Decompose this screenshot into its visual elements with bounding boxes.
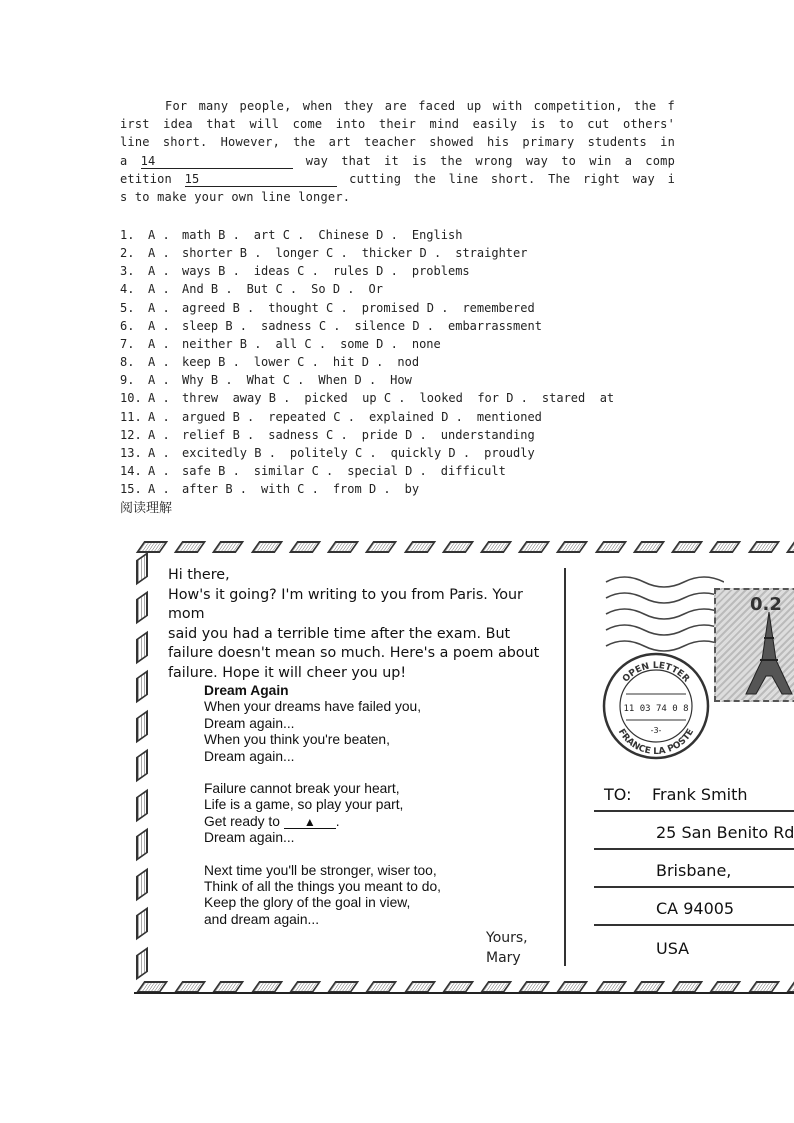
option-c[interactable]: So D . — [311, 282, 355, 297]
airmail-stripe — [442, 541, 475, 553]
option-b[interactable]: What C . — [246, 373, 305, 388]
poem-stanza-2 — [204, 781, 441, 847]
question-number: 15. — [120, 482, 142, 497]
airmail-stripe — [136, 670, 148, 704]
address-city: Brisbane, — [594, 850, 794, 888]
question-number: 14. — [120, 464, 142, 479]
passage-line — [120, 170, 675, 188]
option-a-label[interactable]: A . — [148, 282, 170, 297]
blank-15[interactable]: 15 — [185, 172, 337, 187]
address-block — [594, 774, 794, 964]
option-row — [120, 426, 628, 444]
airmail-stripe — [747, 541, 780, 553]
option-a-label[interactable]: A . — [148, 246, 170, 261]
option-d[interactable]: How — [390, 373, 412, 388]
airmail-stripe — [136, 946, 148, 980]
address-to-row — [594, 774, 794, 812]
to-label: TO: — [604, 785, 632, 804]
airmail-stripe — [480, 541, 513, 553]
question-number: 5. — [120, 300, 135, 315]
option-c[interactable]: When D . — [318, 373, 377, 388]
airmail-stripe — [786, 541, 794, 553]
option-b[interactable]: ideas C . — [253, 264, 319, 279]
poem-line: Life is a game, so play your part, — [204, 797, 404, 813]
option-c[interactable]: some D . — [340, 336, 398, 351]
option-d[interactable]: by — [404, 482, 420, 497]
option-b[interactable]: repeated C . — [268, 409, 355, 424]
poem-line: and dream again... — [204, 911, 320, 927]
airmail-stripe — [136, 591, 148, 625]
letter-closing — [486, 928, 528, 968]
question-number: 10. — [120, 391, 142, 406]
cloze-passage — [120, 97, 675, 206]
airmail-border-top — [134, 538, 794, 554]
option-a-label[interactable]: A . — [148, 318, 170, 333]
option-b[interactable]: sadness C . — [268, 427, 348, 442]
closing-yours: Yours, — [486, 930, 528, 946]
option-a-label[interactable]: A . — [148, 409, 170, 424]
option-a[interactable]: excitedly B . — [182, 445, 276, 460]
option-row — [120, 317, 628, 335]
option-b[interactable]: thought C . — [268, 300, 348, 315]
airmail-stripe — [136, 631, 148, 665]
option-c[interactable]: special D . — [347, 464, 427, 479]
address-country: USA — [656, 939, 690, 958]
option-a-label[interactable]: A . — [148, 464, 170, 479]
question-number: 2. — [120, 246, 135, 261]
letter-line: How's it going? I'm writing to you from Paris. Your mom — [168, 586, 523, 622]
option-a[interactable]: after B . — [182, 482, 248, 497]
option-c[interactable]: looked for D . — [419, 391, 528, 406]
option-c[interactable]: promised D . — [361, 300, 449, 315]
option-b[interactable]: similar C . — [253, 464, 334, 479]
stamp-value: 0.2 — [750, 594, 782, 615]
option-a[interactable]: And B . — [182, 282, 233, 297]
option-c[interactable]: pride D . — [361, 427, 427, 442]
option-d[interactable]: understanding — [440, 427, 535, 442]
option-row — [120, 444, 628, 462]
option-a[interactable]: neither B . — [182, 336, 262, 351]
option-b[interactable]: with C . — [261, 482, 319, 497]
option-d[interactable]: difficult — [440, 464, 506, 479]
option-a[interactable]: threw away B . — [182, 391, 291, 406]
eiffel-tower-stamp — [714, 588, 794, 702]
option-row — [120, 408, 628, 426]
option-row — [120, 389, 628, 407]
letter-text — [168, 566, 540, 683]
option-d[interactable]: problems — [411, 264, 470, 279]
option-c[interactable]: explained D . — [368, 409, 463, 424]
passage-line: s to make your own line longer. — [120, 190, 351, 205]
airmail-stripe — [250, 541, 283, 553]
option-d[interactable]: straighter — [455, 246, 528, 261]
option-d[interactable]: mentioned — [476, 409, 542, 424]
option-b[interactable]: sadness C . — [261, 318, 341, 333]
poem-title: Dream Again — [204, 683, 289, 698]
poem-text: Get ready to — [204, 813, 284, 829]
airmail-stripe — [136, 867, 148, 901]
option-c[interactable]: Chinese D . — [318, 228, 398, 242]
airmail-stripe — [174, 541, 207, 553]
option-row — [120, 462, 628, 480]
option-c[interactable]: rules D . — [332, 264, 398, 279]
postmark-bottom: FRANCE LA POSTE — [615, 727, 697, 758]
option-a[interactable]: relief B . — [182, 427, 255, 442]
section-title: 阅读理解 — [120, 501, 173, 516]
question-number: 1. — [120, 228, 135, 242]
option-a-label[interactable]: A . — [148, 300, 170, 315]
option-b[interactable]: longer C . — [275, 246, 348, 261]
option-row — [120, 262, 628, 280]
option-b[interactable]: politely C . — [289, 445, 377, 460]
passage-text: etition — [120, 171, 185, 186]
poem-line: Dream again... — [204, 748, 295, 764]
poem-line: Think of all the things you meant to do, — [204, 879, 441, 895]
airmail-stripe — [518, 541, 551, 553]
letter-line: failure. Hope it will cheer you up! — [168, 664, 407, 681]
poem-stanza-3 — [204, 863, 441, 929]
airmail-stripe — [671, 541, 704, 553]
postmark-date: 11 03 74 0 8 — [623, 704, 689, 714]
passage-line — [120, 152, 675, 170]
poem-line: Next time you'll be stronger, wiser too, — [204, 862, 437, 878]
poem-line: When your dreams have failed you, — [204, 699, 422, 715]
option-c[interactable]: hit D . — [332, 355, 384, 370]
bottom-rule — [134, 992, 794, 994]
passage-line: For many people, when they are faced up with competition, the f — [120, 99, 675, 113]
option-row — [120, 280, 628, 298]
poem-gap-blank[interactable]: ▲ — [284, 816, 336, 829]
passage-line: line short. However, the art teacher showed his primary students in — [120, 135, 675, 150]
letter-line: failure doesn't mean so much. Here's a poem about — [168, 645, 540, 661]
option-a[interactable]: ways B . — [182, 264, 240, 279]
option-a[interactable]: keep B . — [182, 355, 240, 370]
option-a-label[interactable]: A . — [148, 228, 170, 242]
poem-line: Dream again... — [204, 715, 295, 731]
airmail-stripe — [365, 541, 398, 553]
option-a-label[interactable]: A . — [148, 427, 170, 442]
address-zip: CA 94005 — [594, 888, 794, 926]
option-a-label[interactable]: A . — [148, 391, 170, 406]
question-number: 12. — [120, 427, 142, 442]
poem-line: Failure cannot break your heart, — [204, 781, 400, 797]
poem-line: Dream again... — [204, 830, 295, 846]
airmail-stripe — [136, 541, 169, 553]
letter-line: said you had a terrible time after the exam. But — [168, 625, 511, 642]
question-number: 9. — [120, 373, 135, 388]
option-row — [120, 371, 628, 389]
option-d[interactable]: Or — [368, 282, 383, 297]
option-a[interactable]: argued B . — [182, 409, 255, 424]
airmail-stripe — [709, 541, 742, 553]
question-number: 13. — [120, 445, 142, 460]
option-row — [120, 244, 628, 262]
airmail-stripe — [136, 789, 148, 823]
poem-line: When you think you're beaten, — [204, 732, 390, 748]
airmail-stripe — [403, 541, 436, 553]
option-b[interactable]: art C . — [253, 228, 305, 242]
address-street: 25 San Benito Rd — [594, 812, 794, 850]
option-a[interactable]: sleep B . — [182, 318, 248, 333]
option-d[interactable]: remembered — [462, 300, 535, 315]
option-a[interactable]: agreed B . — [182, 300, 255, 315]
question-number: 8. — [120, 355, 135, 370]
passage-text: a — [120, 153, 128, 168]
airmail-stripe — [289, 541, 322, 553]
option-row — [120, 335, 628, 353]
option-d[interactable]: embarrassment — [448, 318, 542, 333]
letter-greeting: Hi there, — [168, 567, 230, 583]
airmail-stripe — [633, 541, 666, 553]
option-row — [120, 299, 628, 317]
airmail-stripe — [212, 541, 245, 553]
blank-14[interactable]: 14 — [141, 154, 293, 169]
option-a[interactable]: math B . — [182, 228, 240, 242]
airmail-stripe — [136, 749, 148, 783]
option-d[interactable]: nod — [397, 355, 420, 370]
option-a-label[interactable]: A . — [148, 336, 170, 351]
question-number: 3. — [120, 264, 135, 279]
postmark-top-text — [621, 661, 691, 685]
option-a[interactable]: Why B . — [182, 373, 233, 388]
option-c[interactable]: thicker D . — [361, 246, 442, 261]
option-a-label[interactable]: A . — [148, 264, 170, 279]
poem-line — [204, 814, 441, 830]
postcard-image — [134, 538, 794, 994]
airmail-stripe — [594, 541, 627, 553]
option-a-label[interactable]: A . — [148, 355, 170, 370]
question-number: 6. — [120, 318, 135, 333]
option-a[interactable]: shorter B . — [182, 246, 262, 261]
question-number: 4. — [120, 282, 135, 297]
answer-options — [120, 226, 628, 498]
option-c[interactable]: silence D . — [354, 318, 434, 333]
option-row — [120, 480, 628, 498]
option-c[interactable]: quickly D . — [390, 445, 471, 460]
airmail-border-left — [136, 556, 152, 976]
option-b[interactable]: picked up C . — [304, 391, 406, 406]
airmail-stripe — [136, 710, 148, 744]
airmail-stripe — [136, 828, 148, 862]
question-number: 7. — [120, 336, 135, 351]
poem — [204, 683, 441, 928]
airmail-stripe — [136, 907, 148, 941]
option-a[interactable]: safe B . — [182, 464, 240, 479]
passage-line: irst idea that will come into their mind easily is to cut others' — [120, 117, 675, 132]
option-d[interactable]: English — [411, 228, 463, 242]
option-row — [120, 353, 628, 371]
wavy-cancel-lines — [604, 568, 724, 658]
airmail-stripe — [327, 541, 360, 553]
closing-signature: Mary — [486, 950, 521, 966]
postcard-divider — [564, 568, 566, 966]
option-b[interactable]: all C . — [275, 336, 327, 351]
option-a-label[interactable]: A . — [148, 445, 170, 460]
postmark-circle — [600, 650, 712, 762]
option-c[interactable]: from D . — [332, 482, 391, 497]
passage-text: way that it is the wrong way to win a comp — [292, 153, 675, 168]
option-b[interactable]: lower C . — [253, 355, 319, 370]
passage-text: cutting the line short. The right way i — [336, 171, 675, 186]
poem-text: . — [335, 813, 340, 829]
option-a-label[interactable]: A . — [148, 373, 170, 388]
option-d[interactable]: none — [411, 336, 441, 351]
poem-line: Keep the glory of the goal in view, — [204, 895, 411, 911]
option-b[interactable]: But C . — [246, 282, 298, 297]
question-number: 11. — [120, 409, 142, 424]
postmark-top: OPEN LETTER — [620, 660, 692, 685]
option-d[interactable]: proudly — [484, 445, 535, 460]
postmark-number: -3- — [650, 726, 662, 735]
option-d[interactable]: stared at — [541, 391, 615, 406]
option-a-label[interactable]: A . — [148, 482, 170, 497]
address-name: Frank Smith — [652, 785, 748, 804]
airmail-stripe — [556, 541, 589, 553]
airmail-stripe — [136, 552, 148, 586]
option-row — [120, 226, 628, 244]
